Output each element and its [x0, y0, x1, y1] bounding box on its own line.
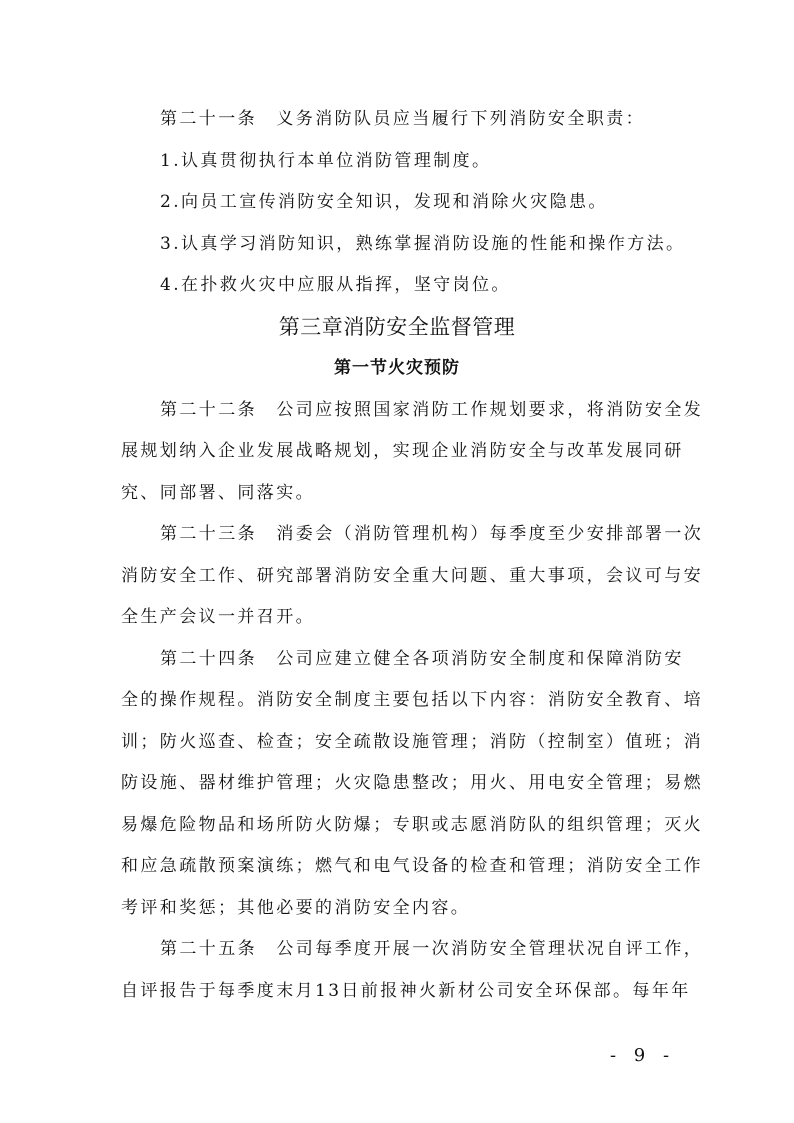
article-25-line-2: 自评报告于每季度末月13日前报神火新材公司安全环保部。每年年 [121, 981, 691, 1001]
duty-item-4: 4.在扑救火灾中应服从指挥，坚守岗位。 [160, 275, 511, 295]
article-24-line-4: 防设施、器材维护管理；火灾隐患整改；用火、用电安全管理；易燃 [121, 773, 703, 793]
article-24-line-6: 和应急疏散预案演练；燃气和电气设备的检查和管理；消防安全工作 [121, 856, 703, 876]
section-title: 第一节火灾预防 [334, 358, 460, 378]
article-23-line-2: 消防安全工作、研究部署消防安全重大问题、重大事项，会议可与安 [121, 566, 703, 586]
article-22-line-3: 究、同部署、同落实。 [121, 483, 315, 503]
article-23-line-1: 第二十三条 消委会（消防管理机构）每季度至少安排部署一次 [160, 524, 704, 544]
article-22-line-2: 展规划纳入企业发展战略规划，实现企业消防安全与改革发展同研 [121, 441, 684, 461]
duty-item-2: 2.向员工宣传消防安全知识，发现和消除火灾隐患。 [160, 192, 608, 212]
article-24-line-2: 全的操作规程。消防安全制度主要包括以下内容：消防安全教育、培 [121, 690, 703, 710]
article-21-heading: 第二十一条 义务消防队员应当履行下列消防安全职责： [160, 109, 645, 129]
article-25-line-1: 第二十五条 公司每季度开展一次消防安全管理状况自评工作， [160, 939, 704, 959]
duty-item-3: 3.认真学习消防知识，熟练掌握消防设施的性能和操作方法。 [160, 234, 686, 254]
article-24-line-3: 训；防火巡查、检查；安全疏散设施管理；消防（控制室）值班；消 [121, 732, 703, 752]
article-23-line-3: 全生产会议一并召开。 [121, 607, 315, 627]
article-24-line-1: 第二十四条 公司应建立健全各项消防安全制度和保障消防安 [160, 649, 684, 669]
article-24-line-7: 考评和奖惩；其他必要的消防安全内容。 [121, 898, 471, 918]
page-number: - 9 - [610, 1045, 676, 1066]
chapter-title: 第三章消防安全监督管理 [278, 315, 516, 339]
duty-item-1: 1.认真贯彻执行本单位消防管理制度。 [160, 151, 492, 171]
article-24-line-5: 易爆危险物品和场所防火防爆；专职或志愿消防队的组织管理；灭火 [121, 815, 703, 835]
article-22-line-1: 第二十二条 公司应按照国家消防工作规划要求，将消防安全发 [160, 400, 704, 420]
